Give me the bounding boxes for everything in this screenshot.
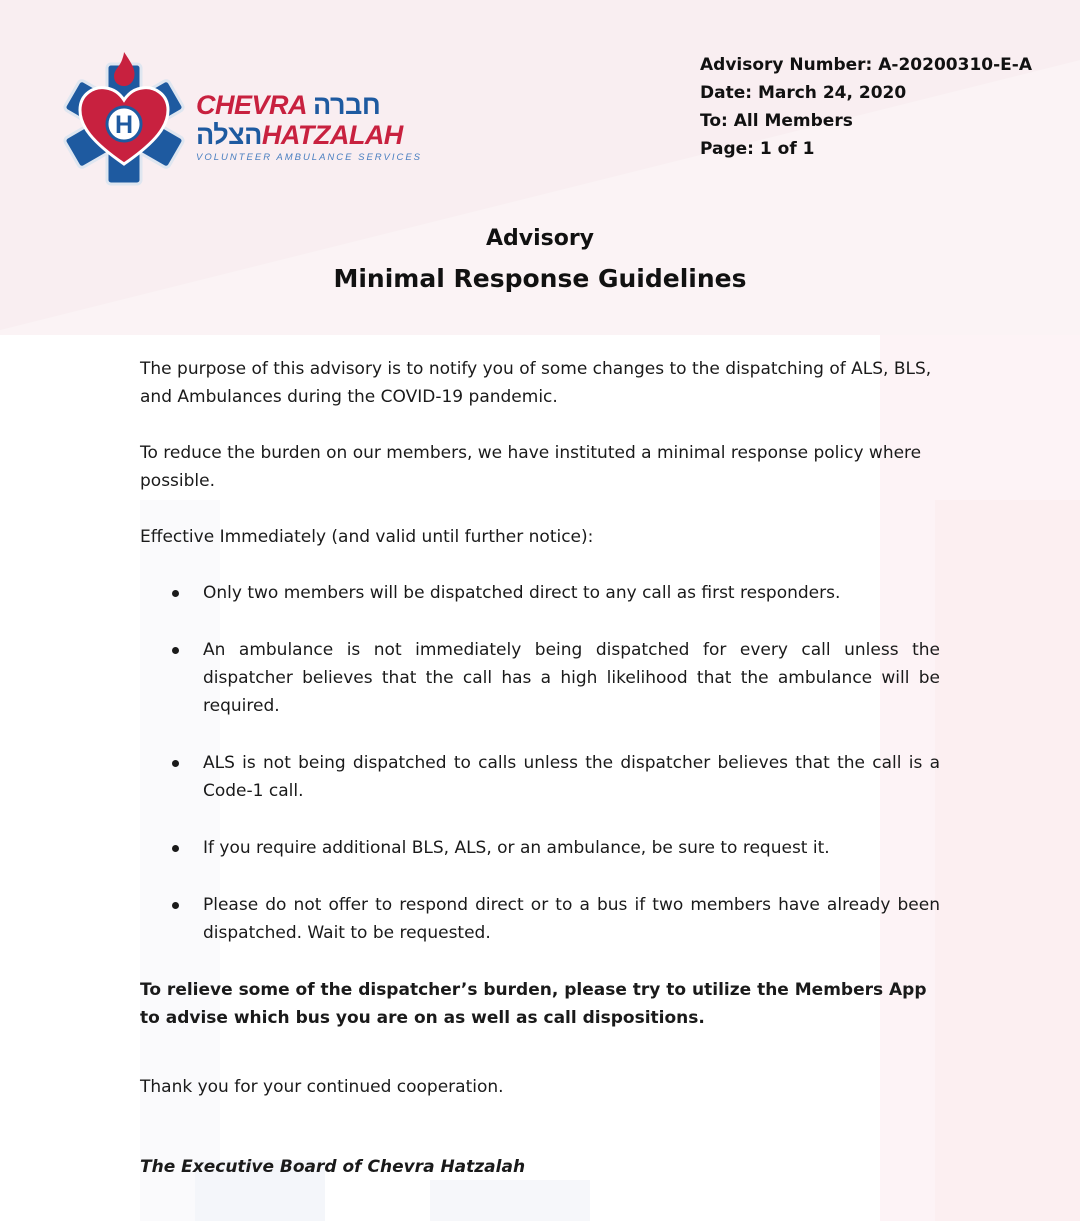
bullet-icon xyxy=(172,647,179,654)
logo-wordmark xyxy=(196,90,426,163)
document-subtitle: Minimal Response Guidelines xyxy=(333,264,747,293)
dispatcher-note: To relieve some of the dispatcher’s burden, please try to utilize the Members App to advise which bus you are on as well as call dispositions. xyxy=(140,980,927,1028)
star-of-life-heart-icon xyxy=(62,42,187,192)
logo-tagline: VOLUNTEER AMBULANCE SERVICES xyxy=(196,152,422,163)
guidelines-list xyxy=(140,579,940,947)
document-title: Advisory xyxy=(485,226,595,251)
effective-paragraph: Effective Immediately (and valid until further notice): xyxy=(140,527,594,547)
bullet-icon xyxy=(172,902,179,909)
logo-line-2: הצלהHATZALAH xyxy=(196,120,403,150)
thanks-paragraph: Thank you for your continued cooperation. xyxy=(140,1077,504,1097)
advisory-page-number: Page: 1 of 1 xyxy=(700,139,815,159)
advisory-body xyxy=(140,355,940,1181)
list-item: Only two members will be dispatched direct to any call as first responders. xyxy=(140,579,940,607)
bullet-icon xyxy=(172,845,179,852)
advisory-date: Date: March 24, 2020 xyxy=(700,83,907,103)
list-item: An ambulance is not immediately being dispatched for every call unless the dispatcher believes that the call has a high likelihood that the ambulance will be required. xyxy=(140,636,940,720)
list-item: Please do not offer to respond direct or to a bus if two members have already been dispatched. Wait to be requested. xyxy=(140,891,940,947)
advisory-header-info xyxy=(700,51,1032,163)
svg-text:H: H xyxy=(114,111,134,139)
policy-paragraph: To reduce the burden on our members, we have instituted a minimal response policy where possible. xyxy=(140,443,922,491)
intro-paragraph: The purpose of this advisory is to notify you of some changes to the dispatching of ALS, BLS, and Ambulances during the COVID-19 pandemic. xyxy=(140,359,932,407)
list-item: If you require additional BLS, ALS, or an ambulance, be sure to request it. xyxy=(140,834,940,862)
hatzalah-logo xyxy=(62,42,422,192)
advisory-number: Advisory Number: A-20200310-E-A xyxy=(700,55,1032,75)
list-item: ALS is not being dispatched to calls unless the dispatcher believes that the call is a Code-1 call. xyxy=(140,749,940,805)
bullet-icon xyxy=(172,760,179,767)
bullet-icon xyxy=(172,590,179,597)
signature: The Executive Board of Chevra Hatzalah xyxy=(140,1157,526,1177)
advisory-recipients: To: All Members xyxy=(700,111,853,131)
logo-line-1: CHEVRA חברה xyxy=(196,90,381,120)
